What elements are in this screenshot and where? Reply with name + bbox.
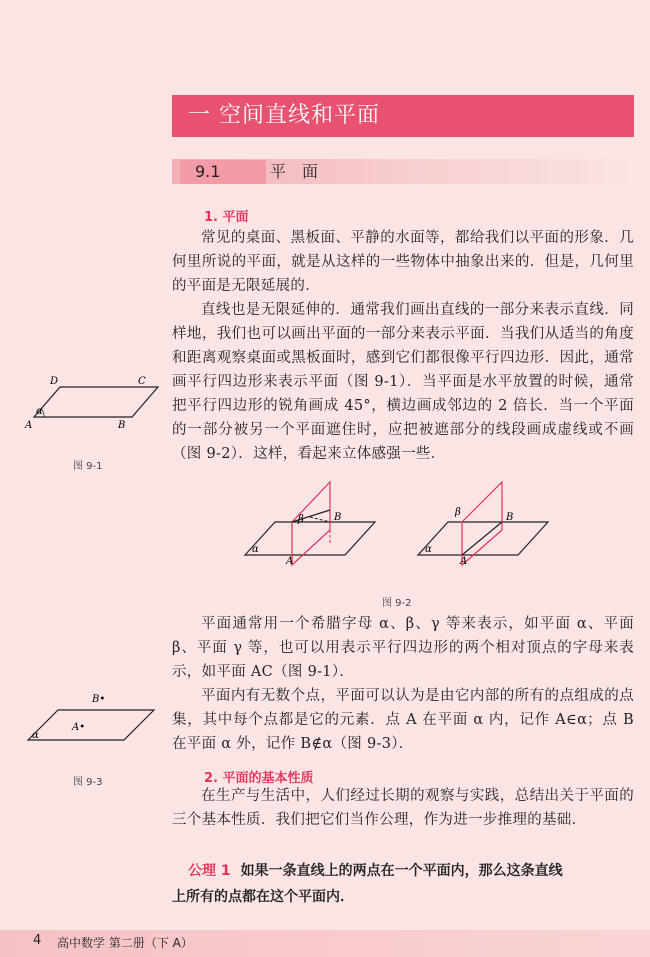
label-B-right: B: [506, 512, 514, 523]
label-alpha: α: [36, 406, 43, 417]
point-B-label: B•: [92, 694, 106, 705]
paragraph: 直线也是无限延伸的．通常我们画出直线的一部分来表示直线．同样地，我们也可以画出平面的一部分来表示平面．当我们从适当的角度和距离观察桌面或黑板面时，感到它们都很像平行四边形．因此，通常画平行四边形来表示平面（图 9-1）．当平面是水平放置的时候，通常把平行四边形的锐角画成 45°，横边画成邻边的 2 倍长．当一个平面的一部分被另一个平面遮住时，应把被遮部分的线段画成虚线或不画（图 9-2）．这样，看起来立体感强一些．: [172, 302, 634, 462]
body-text-2: [172, 612, 634, 756]
plane-alpha-right: [418, 522, 548, 555]
section-number: 9.1: [180, 160, 266, 184]
label-beta-right: β: [455, 507, 461, 518]
page-number: 4: [33, 933, 42, 948]
axiom-tag: 公理 1: [188, 863, 231, 879]
parallelogram-shape: [28, 710, 154, 740]
label-alpha-left: α: [252, 544, 259, 555]
axiom-text-line1: 如果一条直线上的两点在一个平面内，那么这条直线: [240, 863, 563, 879]
label-B-left: B: [334, 512, 342, 523]
parallelogram-shape: [34, 387, 158, 417]
body-text-3: [172, 784, 634, 832]
label-B: B: [118, 420, 126, 431]
label-A-left: A: [286, 556, 294, 567]
figure-9-1: [20, 372, 160, 432]
axiom-1: [172, 858, 634, 910]
figure-9-3: [20, 688, 160, 748]
label-beta-left: β: [298, 514, 304, 525]
point-A-label: A•: [72, 722, 86, 733]
caption-9-3: 图 9-3: [73, 777, 103, 788]
caption-9-2: 图 9-2: [382, 598, 412, 609]
paragraph: 常见的桌面、黑板面、平静的水面等，都给我们以平面的形象．几何里所说的平面，就是从这样的一些物体中抽象出来的．但是，几何里的平面是无限延展的．: [172, 230, 634, 294]
label-D: D: [50, 376, 59, 387]
chapter-title: 一 空间直线和平面: [188, 103, 380, 128]
label-alpha-right: α: [425, 544, 432, 555]
plane-alpha-left: [245, 522, 375, 555]
label-alpha: α: [32, 730, 39, 741]
subsection-heading-1: 1. 平面: [204, 210, 249, 225]
chapter-banner: [172, 95, 634, 137]
plane-beta-right: [462, 482, 502, 565]
label-A-right: A: [460, 556, 468, 567]
section-title: 平面: [270, 162, 335, 181]
paragraph: 平面内有无数个点，平面可以认为是由它内部的所有的点组成的点集，其中每个点都是它的元素．点 A 在平面 α 内，记作 A∈α；点 B 在平面 α 外，记作 B∉α（图 9-3）．: [172, 688, 634, 752]
axiom-text-line2: 上所有的点都在这个平面内．: [172, 889, 354, 905]
caption-9-1: 图 9-1: [73, 461, 103, 472]
paragraph: 在生产与生活中，人们经过长期的观察与实践，总结出关于平面的三个基本性质．我们把它们当作公理，作为进一步推理的基础．: [172, 788, 634, 828]
paragraph: 平面通常用一个希腊字母 α、β、γ 等来表示，如平面 α、平面 β、平面 γ 等，也可以用表示平行四边形的两个相对顶点的字母来表示，如平面 AC（图 9-1）．: [172, 616, 634, 680]
subsection-heading-2: 2. 平面的基本性质: [204, 771, 314, 786]
book-title: 高中数学 第二册（下 A）: [57, 936, 193, 950]
label-C: C: [138, 376, 146, 387]
figure-9-2: [240, 470, 570, 580]
body-text-1: [172, 226, 634, 466]
label-A: A: [25, 420, 33, 431]
